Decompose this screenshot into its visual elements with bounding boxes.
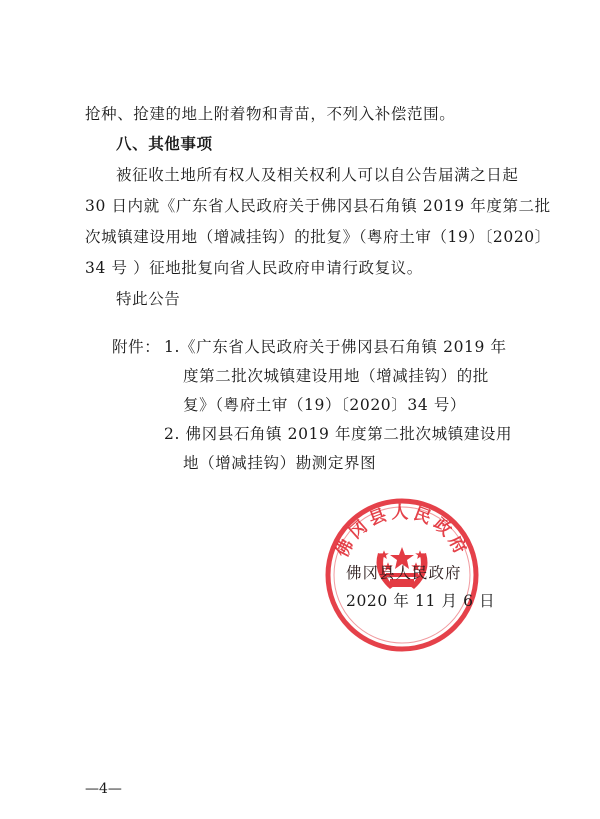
attachment-1-line-1: 1.《广东省人民政府关于佛冈县石角镇 2019 年 (164, 338, 507, 356)
section-heading: 八、其他事项 (116, 135, 213, 153)
attachment-2-line-1: 2. 佛冈县石角镇 2019 年度第二批次城镇建设用 (164, 425, 513, 443)
closing-text: 特此公告 (116, 290, 181, 308)
attachments-label: 附件： (112, 338, 161, 356)
attachment-1-line-3: 复》（粤府土审（19）〔2020〕34 号） (183, 396, 467, 414)
attachment-2-line-2: 地（增减挂钩）勘测定界图 (183, 454, 377, 472)
issuer-name: 佛冈县人民政府 (346, 564, 462, 582)
svg-text:佛冈县人民政府: 佛冈县人民政府 (332, 502, 472, 561)
paragraph-line-4: 34 号 ）征地批复向省人民政府申请行政复议。 (85, 259, 423, 277)
paragraph-line-1: 被征收土地所有权人及相关权利人可以自公告届满之日起 (116, 166, 519, 184)
attachment-1-line-2: 度第二批次城镇建设用地（增减挂钩）的批 (183, 367, 489, 385)
paragraph-line-3: 次城镇建设用地（增减挂钩）的批复》（粤府土审（19）〔2020〕 (85, 228, 551, 246)
body-line-1: 抢种、抢建的地上附着物和青苗，不列入补偿范围。 (85, 105, 456, 123)
page-number: —4— (85, 781, 122, 797)
issue-date: 2020 年 11 月 6 日 (346, 592, 496, 610)
paragraph-line-2: 30 日内就《广东省人民政府关于佛冈县石角镇 2019 年度第二批 (85, 197, 551, 215)
